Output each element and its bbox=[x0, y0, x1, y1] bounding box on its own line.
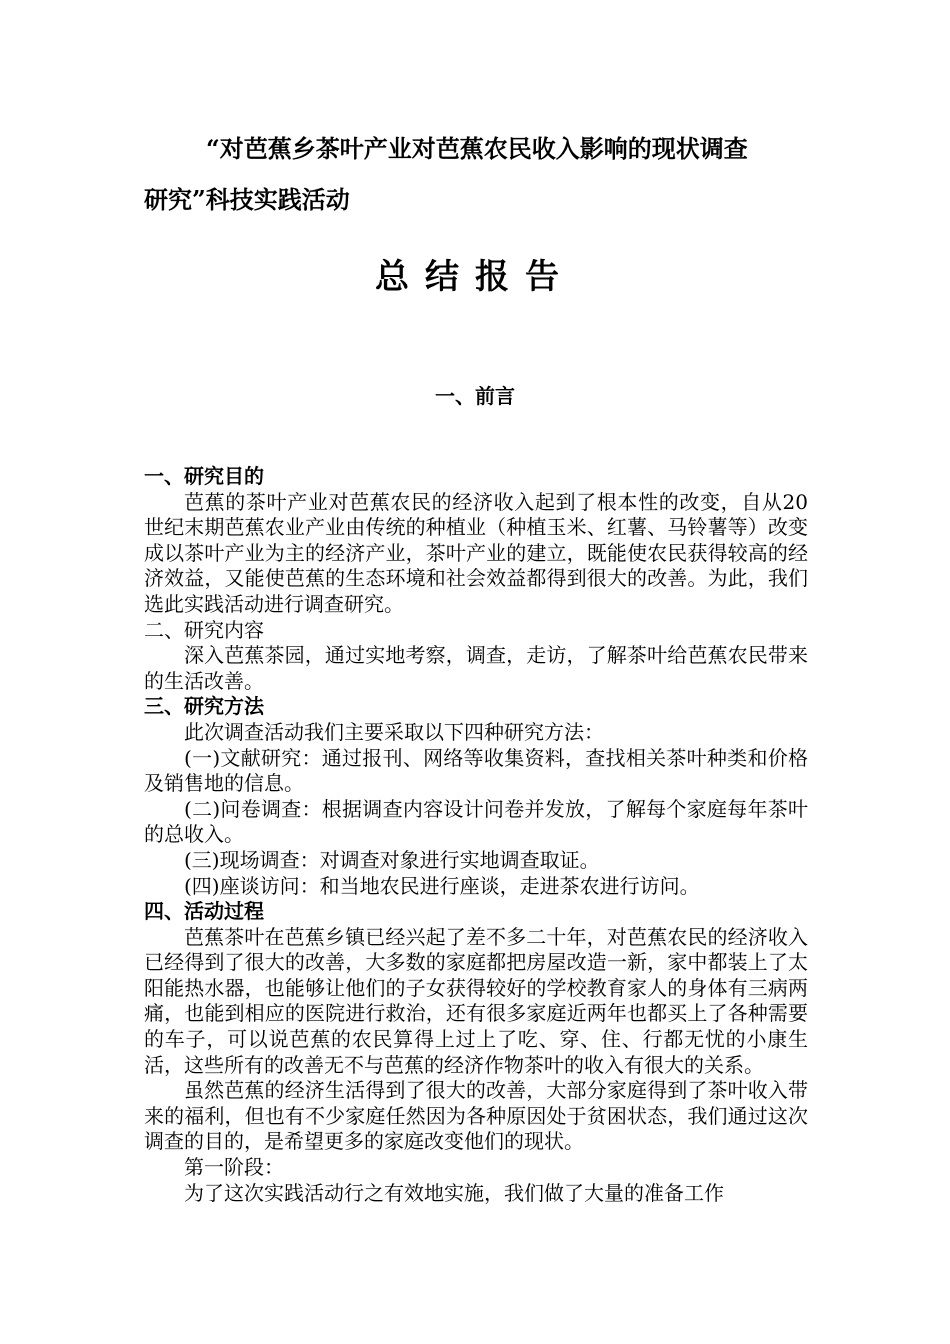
document-body bbox=[144, 464, 808, 1206]
content-paragraph: 深入芭蕉茶园，通过实地考察，调查，走访，了解茶叶给芭蕉农民带来的生活改善。 bbox=[144, 643, 808, 693]
process-heading: 四、活动过程 bbox=[144, 899, 264, 924]
purpose-heading: 一、研究目的 bbox=[144, 464, 264, 488]
report-title: 总结报告 bbox=[375, 257, 575, 297]
process-paragraph-2: 虽然芭蕉的经济生活得到了很大的改善，大部分家庭得到了茶叶收入带来的福利，但也有不少家庭任然因为各种原因处于贫困状态，我们通过这次调查的目的，是希望更多的家庭改变他们的现状。 bbox=[144, 1078, 808, 1154]
method-item-1: (一)文献研究：通过报刊、网络等收集资料，查找相关茶叶种类和价格及销售地的信息。 bbox=[144, 745, 808, 796]
document-title-line1: “对芭蕉乡茶叶产业对芭蕉农民收入影响的现状调查 bbox=[206, 134, 748, 163]
process-paragraph-1: 芭蕉茶叶在芭蕉乡镇已经兴起了差不多二十年，对芭蕉农民的经济收入已经得到了很大的改善，大多数的家庭都把房屋改造一新，家中都装上了太阳能热水器，也能够让他们的子女获得较好的学校教育家人的身体有三病两痛，也能到相应的医院进行救治，还有很多家庭近两年也都买上了各种需要的车子，可以说芭蕉的农民算得上过上了吃、穿、住、行都无忧的小康生活，这些所有的改善无不与芭蕉的经济作物茶叶的收入有很大的关系。 bbox=[144, 924, 808, 1077]
content-heading: 二、研究内容 bbox=[144, 617, 264, 642]
stage1-text: 为了这次实践活动行之有效地实施，我们做了大量的准备工作 bbox=[184, 1180, 724, 1205]
methods-heading: 三、研究方法 bbox=[144, 694, 264, 719]
preface-heading: 一、前言 bbox=[435, 384, 515, 408]
document-title-line2: 研究”科技实践活动 bbox=[144, 185, 350, 214]
methods-intro: 此次调查活动我们主要采取以下四种研究方法： bbox=[184, 719, 604, 744]
method-item-4: (四)座谈访问：和当地农民进行座谈，走进茶农进行访问。 bbox=[184, 873, 700, 898]
purpose-paragraph: 芭蕉的茶叶产业对芭蕉农民的经济收入起到了根本性的改变，自从20世纪末期芭蕉农业产业由传统的种植业（种植玉米、红薯、马铃薯等）改变成以茶叶产业为主的经济产业，茶叶产业的建立，既能使农民获得较高的经济效益，又能使芭蕉的生态环境和社会效益都得到很大的改善。为此，我们选此实践活动进行调查研究。 bbox=[144, 489, 808, 616]
method-item-3: (三)现场调查：对调查对象进行实地调查取证。 bbox=[184, 847, 600, 872]
method-item-2: (二)问卷调查：根据调查内容设计问卷并发放，了解每个家庭每年茶叶的总收入。 bbox=[144, 796, 808, 847]
stage1-label: 第一阶段： bbox=[184, 1155, 284, 1180]
